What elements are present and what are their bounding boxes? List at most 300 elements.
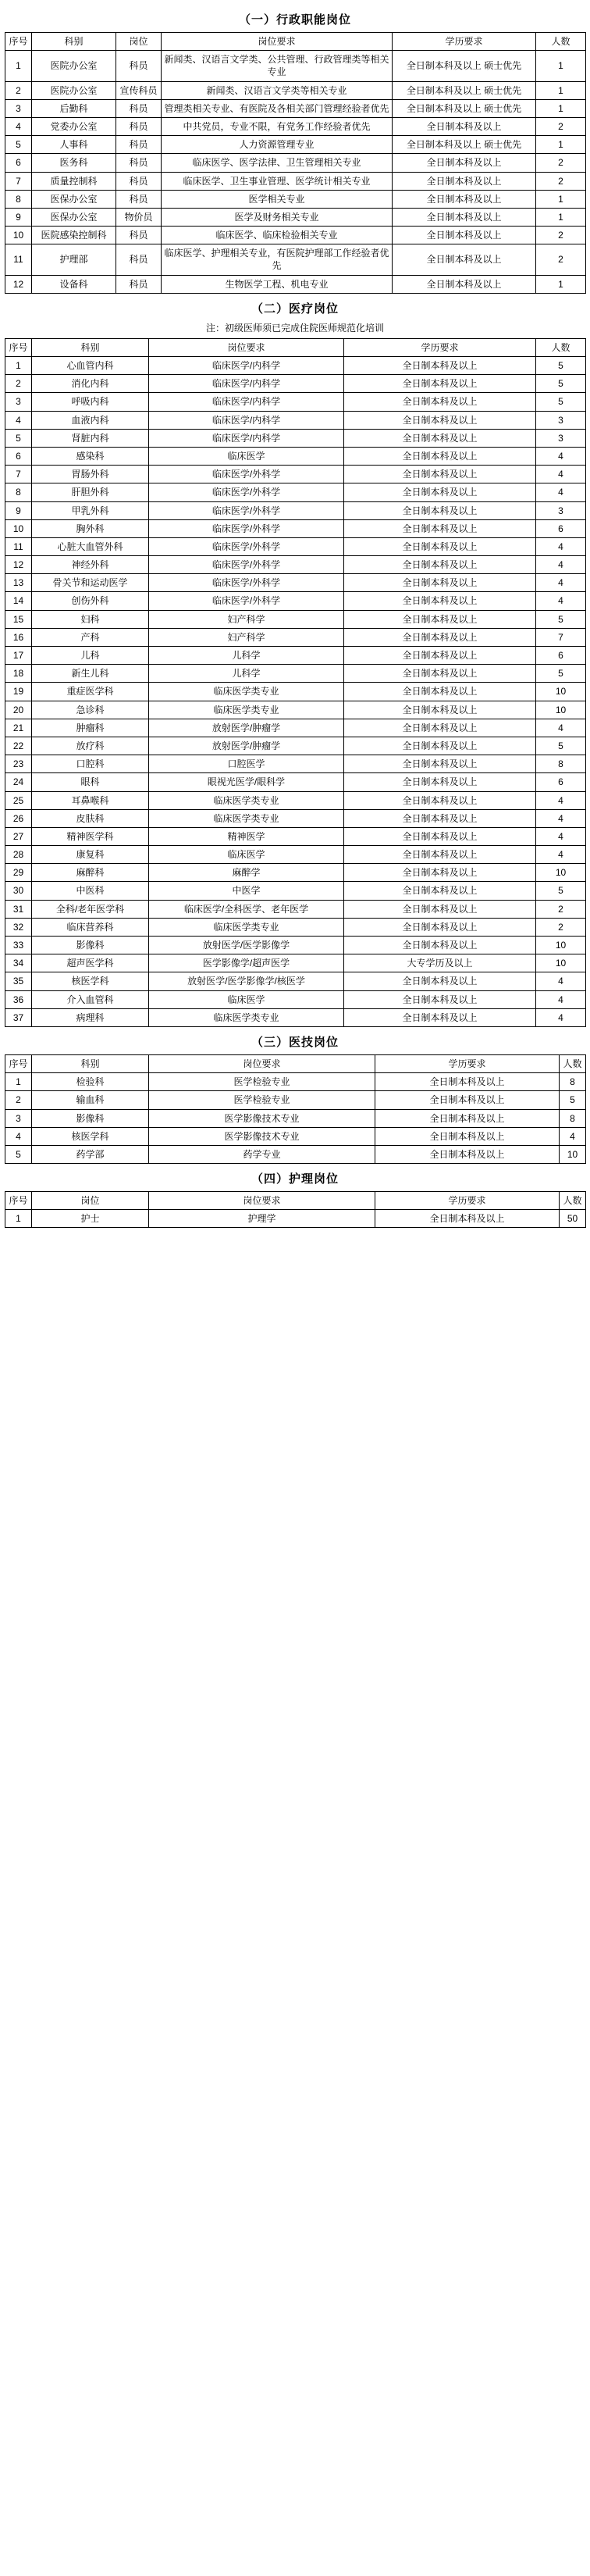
cell-index: 8 [5,190,32,208]
table-row [5,483,586,501]
cell-index: 4 [5,117,32,135]
table-row [5,846,586,864]
cell-requirement: 生物医学工程、机电专业 [162,275,393,293]
table-nursing-positions [5,1191,586,1228]
table-row [5,154,586,172]
cell-department: 放疗科 [32,737,149,755]
cell-education: 全日制本科及以上 硕士优先 [393,136,536,154]
cell-count: 50 [560,1210,586,1228]
cell-index: 11 [5,244,32,275]
cell-index: 31 [5,900,32,918]
cell-count: 5 [536,610,586,628]
cell-education: 全日制本科及以上 [344,483,536,501]
cell-index: 14 [5,592,32,610]
table-row [5,918,586,936]
table-row [5,519,586,537]
cell-index: 6 [5,447,32,465]
cell-education: 全日制本科及以上 [344,537,536,555]
cell-count: 4 [536,466,586,483]
cell-education: 全日制本科及以上 [375,1127,560,1145]
table-row [5,1008,586,1026]
cell-count: 5 [536,882,586,900]
table-row [5,683,586,701]
table-row [5,719,586,737]
col-header: 序号 [5,1054,32,1072]
cell-department: 急诊科 [32,701,149,719]
cell-count: 4 [536,447,586,465]
cell-count: 10 [536,683,586,701]
cell-post: 科员 [116,190,162,208]
cell-requirement: 临床医学/外科学 [149,501,344,519]
cell-index: 10 [5,519,32,537]
cell-education: 全日制本科及以上 [344,519,536,537]
cell-education: 全日制本科及以上 [375,1145,560,1163]
cell-department: 眼科 [32,773,149,791]
cell-education: 全日制本科及以上 [375,1210,560,1228]
cell-education: 全日制本科及以上 [344,827,536,845]
cell-requirement: 临床医学/外科学 [149,574,344,592]
cell-index: 8 [5,483,32,501]
cell-index: 24 [5,773,32,791]
table-row [5,773,586,791]
cell-department: 耳鼻喉科 [32,791,149,809]
col-header: 人数 [536,338,586,356]
cell-count: 4 [536,1008,586,1026]
cell-post: 科员 [116,136,162,154]
table-row [5,990,586,1008]
cell-education: 全日制本科及以上 [344,972,536,990]
cell-education: 全日制本科及以上 [344,719,536,737]
cell-requirement: 临床医学、医学法律、卫生管理相关专业 [162,154,393,172]
cell-count: 5 [560,1091,586,1109]
document-page [0,0,590,1236]
table-row [5,99,586,117]
cell-requirement: 临床医学/内科学 [149,411,344,429]
cell-requirement: 医学检验专业 [149,1091,375,1109]
cell-education: 全日制本科及以上 [393,227,536,244]
cell-index: 27 [5,827,32,845]
cell-requirement: 临床医学/内科学 [149,357,344,375]
cell-education: 全日制本科及以上 [344,556,536,574]
table-row [5,117,586,135]
cell-education: 全日制本科及以上 [393,208,536,226]
cell-education: 全日制本科及以上 [344,592,536,610]
cell-department: 血液内科 [32,411,149,429]
cell-requirement: 临床医学/全科医学、老年医学 [149,900,344,918]
cell-requirement: 医学影像学/超声医学 [149,954,344,972]
col-header: 序号 [5,338,32,356]
cell-requirement: 放射医学/肿瘤学 [149,737,344,755]
cell-index: 20 [5,701,32,719]
cell-index: 6 [5,154,32,172]
cell-index: 4 [5,411,32,429]
table-medical-positions [5,338,586,1027]
table-row [5,592,586,610]
cell-index: 1 [5,1073,32,1091]
cell-department: 肿瘤科 [32,719,149,737]
cell-count: 10 [536,937,586,954]
cell-count: 1 [536,275,586,293]
table-row [5,51,586,81]
cell-index: 10 [5,227,32,244]
cell-requirement: 药学专业 [149,1145,375,1163]
cell-count: 1 [536,190,586,208]
cell-education: 全日制本科及以上 [344,665,536,683]
section-note-2: 注：初级医师须已完成住院医师规范化培训 [205,322,384,334]
table-row [5,556,586,574]
cell-post: 科员 [116,51,162,81]
cell-count: 3 [536,411,586,429]
cell-count: 4 [536,972,586,990]
cell-count: 2 [536,117,586,135]
cell-index: 22 [5,737,32,755]
cell-department: 影像科 [32,1109,149,1127]
cell-education: 全日制本科及以上 [344,737,536,755]
cell-department: 后勤科 [32,99,116,117]
cell-post: 科员 [116,99,162,117]
cell-count: 3 [536,501,586,519]
cell-department: 心血管内科 [32,357,149,375]
cell-index: 12 [5,275,32,293]
cell-department: 康复科 [32,846,149,864]
table-medical-technology-positions [5,1054,586,1164]
table-row [5,375,586,393]
table-row [5,737,586,755]
cell-count: 6 [536,773,586,791]
cell-requirement: 临床医学、临床检验相关专业 [162,227,393,244]
cell-index: 7 [5,172,32,190]
cell-count: 5 [536,737,586,755]
table-row [5,809,586,827]
cell-department: 产科 [32,628,149,646]
cell-count: 2 [536,244,586,275]
table-administrative-positions [5,32,586,294]
cell-requirement: 临床医学类专业 [149,918,344,936]
cell-index: 16 [5,628,32,646]
cell-count: 8 [536,755,586,773]
col-header: 岗位要求 [162,33,393,51]
cell-count: 1 [536,81,586,99]
cell-index: 1 [5,357,32,375]
cell-requirement: 临床医学 [149,846,344,864]
cell-department: 全科/老年医学科 [32,900,149,918]
cell-requirement: 临床医学/内科学 [149,429,344,447]
cell-index: 9 [5,501,32,519]
table-row [5,357,586,375]
cell-requirement: 新闻类、汉语言文学类、公共管理、行政管理类等相关专业 [162,51,393,81]
cell-education: 全日制本科及以上 硕士优先 [393,99,536,117]
cell-department: 介入血管科 [32,990,149,1008]
col-header: 岗位 [116,33,162,51]
cell-count: 3 [536,429,586,447]
cell-education: 全日制本科及以上 [344,882,536,900]
cell-index: 29 [5,864,32,882]
cell-requirement: 临床医学 [149,447,344,465]
cell-requirement: 临床医学/外科学 [149,466,344,483]
table-header-row [5,1192,586,1210]
cell-education: 全日制本科及以上 [344,429,536,447]
cell-requirement: 放射医学/肿瘤学 [149,719,344,737]
cell-department: 医务科 [32,154,116,172]
cell-requirement: 医学检验专业 [149,1073,375,1091]
cell-requirement: 临床医学类专业 [149,1008,344,1026]
table-header-row [5,1054,586,1072]
col-header: 人数 [560,1054,586,1072]
cell-department: 检验科 [32,1073,149,1091]
cell-requirement: 中共党员，专业不限，有党务工作经验者优先 [162,117,393,135]
cell-department: 儿科 [32,647,149,665]
cell-education: 全日制本科及以上 [393,190,536,208]
cell-department: 医保办公室 [32,208,116,226]
cell-count: 4 [536,483,586,501]
table-row [5,136,586,154]
cell-index: 5 [5,1145,32,1163]
cell-department: 医院办公室 [32,81,116,99]
table-row [5,172,586,190]
cell-count: 2 [536,918,586,936]
table-row [5,610,586,628]
cell-requirement: 妇产科学 [149,628,344,646]
table-row [5,954,586,972]
cell-department: 医院办公室 [32,51,116,81]
col-header: 人数 [560,1192,586,1210]
table-row [5,1091,586,1109]
table-row [5,81,586,99]
cell-index: 13 [5,574,32,592]
cell-department: 心脏大血管外科 [32,537,149,555]
cell-index: 25 [5,791,32,809]
cell-education: 全日制本科及以上 [344,647,536,665]
cell-education: 全日制本科及以上 硕士优先 [393,81,536,99]
cell-education: 全日制本科及以上 [344,447,536,465]
cell-count: 4 [536,846,586,864]
table-row [5,227,586,244]
cell-requirement: 口腔医学 [149,755,344,773]
cell-education: 全日制本科及以上 硕士优先 [393,51,536,81]
cell-post: 科员 [116,154,162,172]
cell-index: 2 [5,1091,32,1109]
cell-index: 3 [5,99,32,117]
cell-requirement: 临床医学/外科学 [149,537,344,555]
cell-education: 全日制本科及以上 [375,1091,560,1109]
cell-index: 11 [5,537,32,555]
cell-requirement: 儿科学 [149,647,344,665]
cell-index: 3 [5,1109,32,1127]
cell-department: 输血科 [32,1091,149,1109]
cell-department: 精神医学科 [32,827,149,845]
cell-department: 创伤外科 [32,592,149,610]
cell-count: 4 [536,592,586,610]
col-header: 学历要求 [344,338,536,356]
cell-education: 全日制本科及以上 [375,1109,560,1127]
cell-requirement: 眼视光医学/眼科学 [149,773,344,791]
cell-post: 科员 [116,172,162,190]
table-row [5,1145,586,1163]
table-row [5,864,586,882]
cell-post: 科员 [116,227,162,244]
col-header: 学历要求 [375,1192,560,1210]
col-header: 学历要求 [375,1054,560,1072]
cell-education: 全日制本科及以上 [344,610,536,628]
cell-education: 全日制本科及以上 [344,701,536,719]
cell-department: 设备科 [32,275,116,293]
cell-count: 4 [536,791,586,809]
cell-count: 8 [560,1073,586,1091]
cell-index: 19 [5,683,32,701]
cell-count: 1 [536,99,586,117]
cell-department: 药学部 [32,1145,149,1163]
cell-index: 9 [5,208,32,226]
cell-department: 神经外科 [32,556,149,574]
table-row [5,208,586,226]
cell-requirement: 临床医学/外科学 [149,556,344,574]
section-title-4: （四）护理岗位 [251,1172,339,1186]
cell-count: 10 [536,954,586,972]
cell-department: 影像科 [32,937,149,954]
cell-education: 全日制本科及以上 [344,411,536,429]
table-row [5,447,586,465]
table-row [5,429,586,447]
cell-department: 病理科 [32,1008,149,1026]
cell-education: 全日制本科及以上 [344,918,536,936]
cell-department: 骨关节和运动医学 [32,574,149,592]
cell-requirement: 中医学 [149,882,344,900]
table-row [5,190,586,208]
cell-education: 全日制本科及以上 [393,117,536,135]
cell-requirement: 临床医学/外科学 [149,519,344,537]
cell-index: 30 [5,882,32,900]
cell-department: 医院感染控制科 [32,227,116,244]
cell-requirement: 护理学 [149,1210,375,1228]
cell-education: 全日制本科及以上 [375,1073,560,1091]
table-row [5,574,586,592]
table-header-row [5,338,586,356]
cell-requirement: 医学相关专业 [162,190,393,208]
cell-department: 感染科 [32,447,149,465]
cell-index: 35 [5,972,32,990]
cell-count: 5 [536,665,586,683]
cell-education: 全日制本科及以上 [344,574,536,592]
cell-count: 4 [536,556,586,574]
cell-count: 2 [536,900,586,918]
table-row [5,1127,586,1145]
cell-education: 全日制本科及以上 [344,990,536,1008]
col-header: 序号 [5,1192,32,1210]
cell-count: 10 [536,864,586,882]
cell-index: 28 [5,846,32,864]
cell-post: 护士 [32,1210,149,1228]
table-row [5,755,586,773]
table-row [5,275,586,293]
cell-department: 皮肤科 [32,809,149,827]
col-header: 岗位要求 [149,1192,375,1210]
cell-education: 全日制本科及以上 [393,244,536,275]
cell-requirement: 临床医学/内科学 [149,375,344,393]
cell-requirement: 妇产科学 [149,610,344,628]
cell-education: 全日制本科及以上 [344,755,536,773]
cell-count: 2 [536,154,586,172]
cell-education: 全日制本科及以上 [344,357,536,375]
cell-department: 质量控制科 [32,172,116,190]
table-row [5,628,586,646]
cell-requirement: 临床医学、护理相关专业，有医院护理部工作经验者优先 [162,244,393,275]
cell-education: 全日制本科及以上 [344,846,536,864]
cell-education: 全日制本科及以上 [344,773,536,791]
cell-index: 37 [5,1008,32,1026]
cell-requirement: 麻醉学 [149,864,344,882]
cell-requirement: 临床医学类专业 [149,683,344,701]
cell-department: 胸外科 [32,519,149,537]
table-row [5,972,586,990]
cell-index: 7 [5,466,32,483]
table-row [5,882,586,900]
cell-education: 全日制本科及以上 [344,900,536,918]
section-title-2: （二）医疗岗位 [251,301,339,316]
cell-requirement: 精神医学 [149,827,344,845]
table-row [5,900,586,918]
cell-count: 5 [536,375,586,393]
cell-education: 全日制本科及以上 [344,466,536,483]
cell-count: 2 [536,172,586,190]
cell-count: 5 [536,393,586,411]
table-row [5,1210,586,1228]
table-row [5,466,586,483]
cell-index: 2 [5,375,32,393]
cell-index: 36 [5,990,32,1008]
cell-count: 1 [536,51,586,81]
cell-count: 6 [536,519,586,537]
cell-index: 33 [5,937,32,954]
cell-education: 全日制本科及以上 [393,172,536,190]
cell-index: 2 [5,81,32,99]
cell-requirement: 临床医学/外科学 [149,483,344,501]
cell-department: 肝胆外科 [32,483,149,501]
cell-index: 3 [5,393,32,411]
cell-requirement: 儿科学 [149,665,344,683]
table-row [5,647,586,665]
table-row [5,937,586,954]
cell-department: 临床营养科 [32,918,149,936]
cell-department: 消化内科 [32,375,149,393]
cell-department: 麻醉科 [32,864,149,882]
cell-count: 4 [536,574,586,592]
table-row [5,244,586,275]
cell-index: 23 [5,755,32,773]
cell-count: 1 [536,136,586,154]
col-header: 序号 [5,33,32,51]
cell-department: 护理部 [32,244,116,275]
cell-index: 4 [5,1127,32,1145]
col-header: 人数 [536,33,586,51]
col-header: 科别 [32,33,116,51]
cell-index: 5 [5,136,32,154]
section-title-1: （一）行政职能岗位 [238,13,351,27]
cell-index: 34 [5,954,32,972]
cell-education: 全日制本科及以上 [344,393,536,411]
col-header: 科别 [32,338,149,356]
cell-requirement: 临床医学、卫生事业管理、医学统计相关专业 [162,172,393,190]
cell-education: 全日制本科及以上 [344,937,536,954]
cell-requirement: 放射医学/医学影像学 [149,937,344,954]
cell-department: 妇科 [32,610,149,628]
cell-count: 4 [536,537,586,555]
cell-requirement: 人力资源管理专业 [162,136,393,154]
cell-department: 核医学科 [32,1127,149,1145]
cell-department: 党委办公室 [32,117,116,135]
cell-count: 5 [536,357,586,375]
cell-requirement: 新闻类、汉语言文学类等相关专业 [162,81,393,99]
cell-education: 全日制本科及以上 [344,1008,536,1026]
